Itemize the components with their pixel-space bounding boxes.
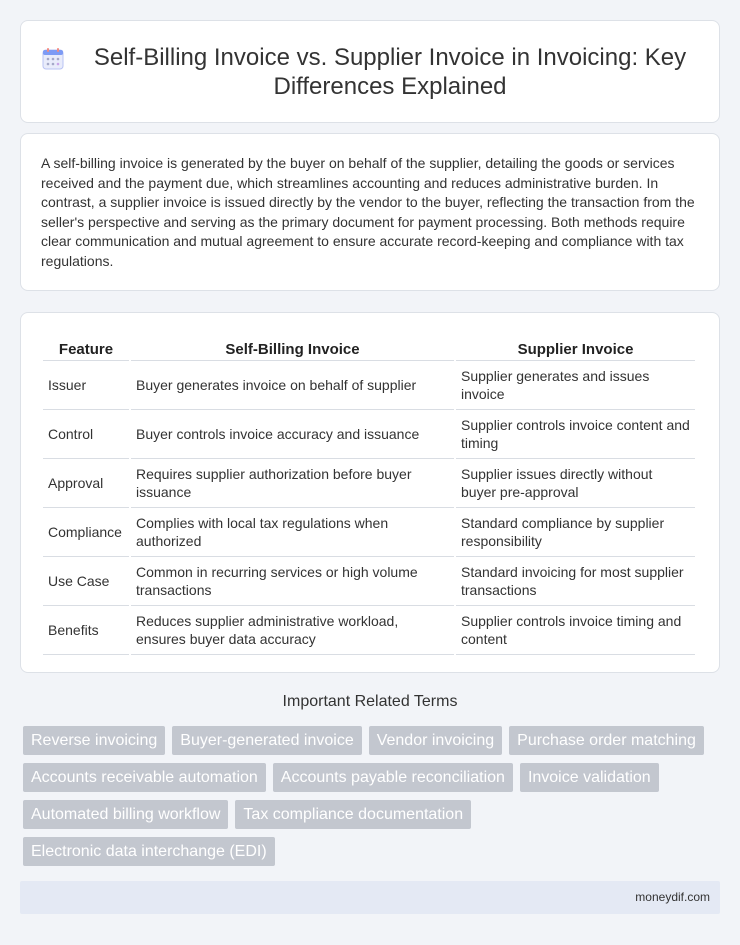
table-cell-feature: Use Case — [43, 557, 129, 606]
comparison-table-card — [20, 312, 720, 673]
table-cell-supplier: Supplier issues directly without buyer pre-approval — [456, 459, 695, 508]
table-cell-feature: Compliance — [43, 508, 129, 557]
comparison-table — [41, 333, 697, 655]
related-term-tag[interactable]: Automated billing workflow — [23, 800, 228, 829]
table-cell-self-billing: Buyer controls invoice accuracy and issuance — [131, 410, 454, 459]
related-term-tag[interactable]: Electronic data interchange (EDI) — [23, 837, 275, 866]
table-row — [43, 508, 695, 557]
related-term-tag[interactable]: Reverse invoicing — [23, 726, 165, 755]
table-row — [43, 410, 695, 459]
related-term-tag[interactable]: Vendor invoicing — [369, 726, 502, 755]
table-cell-self-billing: Reduces supplier administrative workload, ensures buyer data accuracy — [131, 606, 454, 655]
table-cell-feature: Issuer — [43, 361, 129, 410]
table-cell-supplier: Standard invoicing for most supplier transactions — [456, 557, 695, 606]
table-row — [43, 606, 695, 655]
table-row — [43, 459, 695, 508]
table-cell-feature: Benefits — [43, 606, 129, 655]
table-cell-self-billing: Buyer generates invoice on behalf of supplier — [131, 361, 454, 410]
table-row — [43, 557, 695, 606]
table-cell-feature: Control — [43, 410, 129, 459]
title-wrap — [21, 43, 719, 101]
related-term-tag[interactable]: Accounts receivable automation — [23, 763, 266, 792]
page-title: Self-Billing Invoice vs. Supplier Invoice in Invoicing: Key Differences Explained — [93, 43, 687, 100]
column-header-supplier: Supplier Invoice — [456, 333, 695, 361]
table-header-row — [43, 333, 695, 361]
related-term-tag[interactable]: Purchase order matching — [509, 726, 704, 755]
calendar-icon — [41, 47, 65, 71]
table-cell-supplier: Supplier controls invoice timing and content — [456, 606, 695, 655]
related-terms-heading: Important Related Terms — [282, 693, 458, 710]
related-terms-list — [23, 726, 723, 874]
table-cell-feature: Approval — [43, 459, 129, 508]
related-term-tag[interactable]: Tax compliance documentation — [235, 800, 471, 829]
column-header-self-billing: Self-Billing Invoice — [131, 333, 454, 361]
table-row — [43, 361, 695, 410]
table-cell-self-billing: Complies with local tax regulations when authorized — [131, 508, 454, 557]
intro-card — [20, 133, 720, 291]
related-term-tag[interactable]: Accounts payable reconciliation — [273, 763, 513, 792]
column-header-feature: Feature — [43, 333, 129, 361]
related-term-tag[interactable]: Buyer-generated invoice — [172, 726, 361, 755]
table-cell-supplier: Supplier generates and issues invoice — [456, 361, 695, 410]
table-cell-supplier: Supplier controls invoice content and timing — [456, 410, 695, 459]
footer-site-link[interactable]: moneydif.com — [635, 890, 710, 904]
intro-paragraph: A self-billing invoice is generated by the buyer on behalf of the supplier, detailing the goods or services received and the payment due, which streamlines accounting and reduces administrative burden. In contrast, a supplier invoice is issued directly by the vendor to the buyer, reflecting the transaction from the seller's perspective and serving as the primary document for payment processing. Both methods require clear communication and mutual agreement to ensure accurate record-keeping and compliance with tax regulations. — [41, 155, 695, 269]
related-term-tag[interactable]: Invoice validation — [520, 763, 659, 792]
table-cell-supplier: Standard compliance by supplier responsibility — [456, 508, 695, 557]
table-cell-self-billing: Requires supplier authorization before buyer issuance — [131, 459, 454, 508]
table-cell-self-billing: Common in recurring services or high volume transactions — [131, 557, 454, 606]
title-card — [20, 20, 720, 123]
footer — [20, 881, 720, 914]
